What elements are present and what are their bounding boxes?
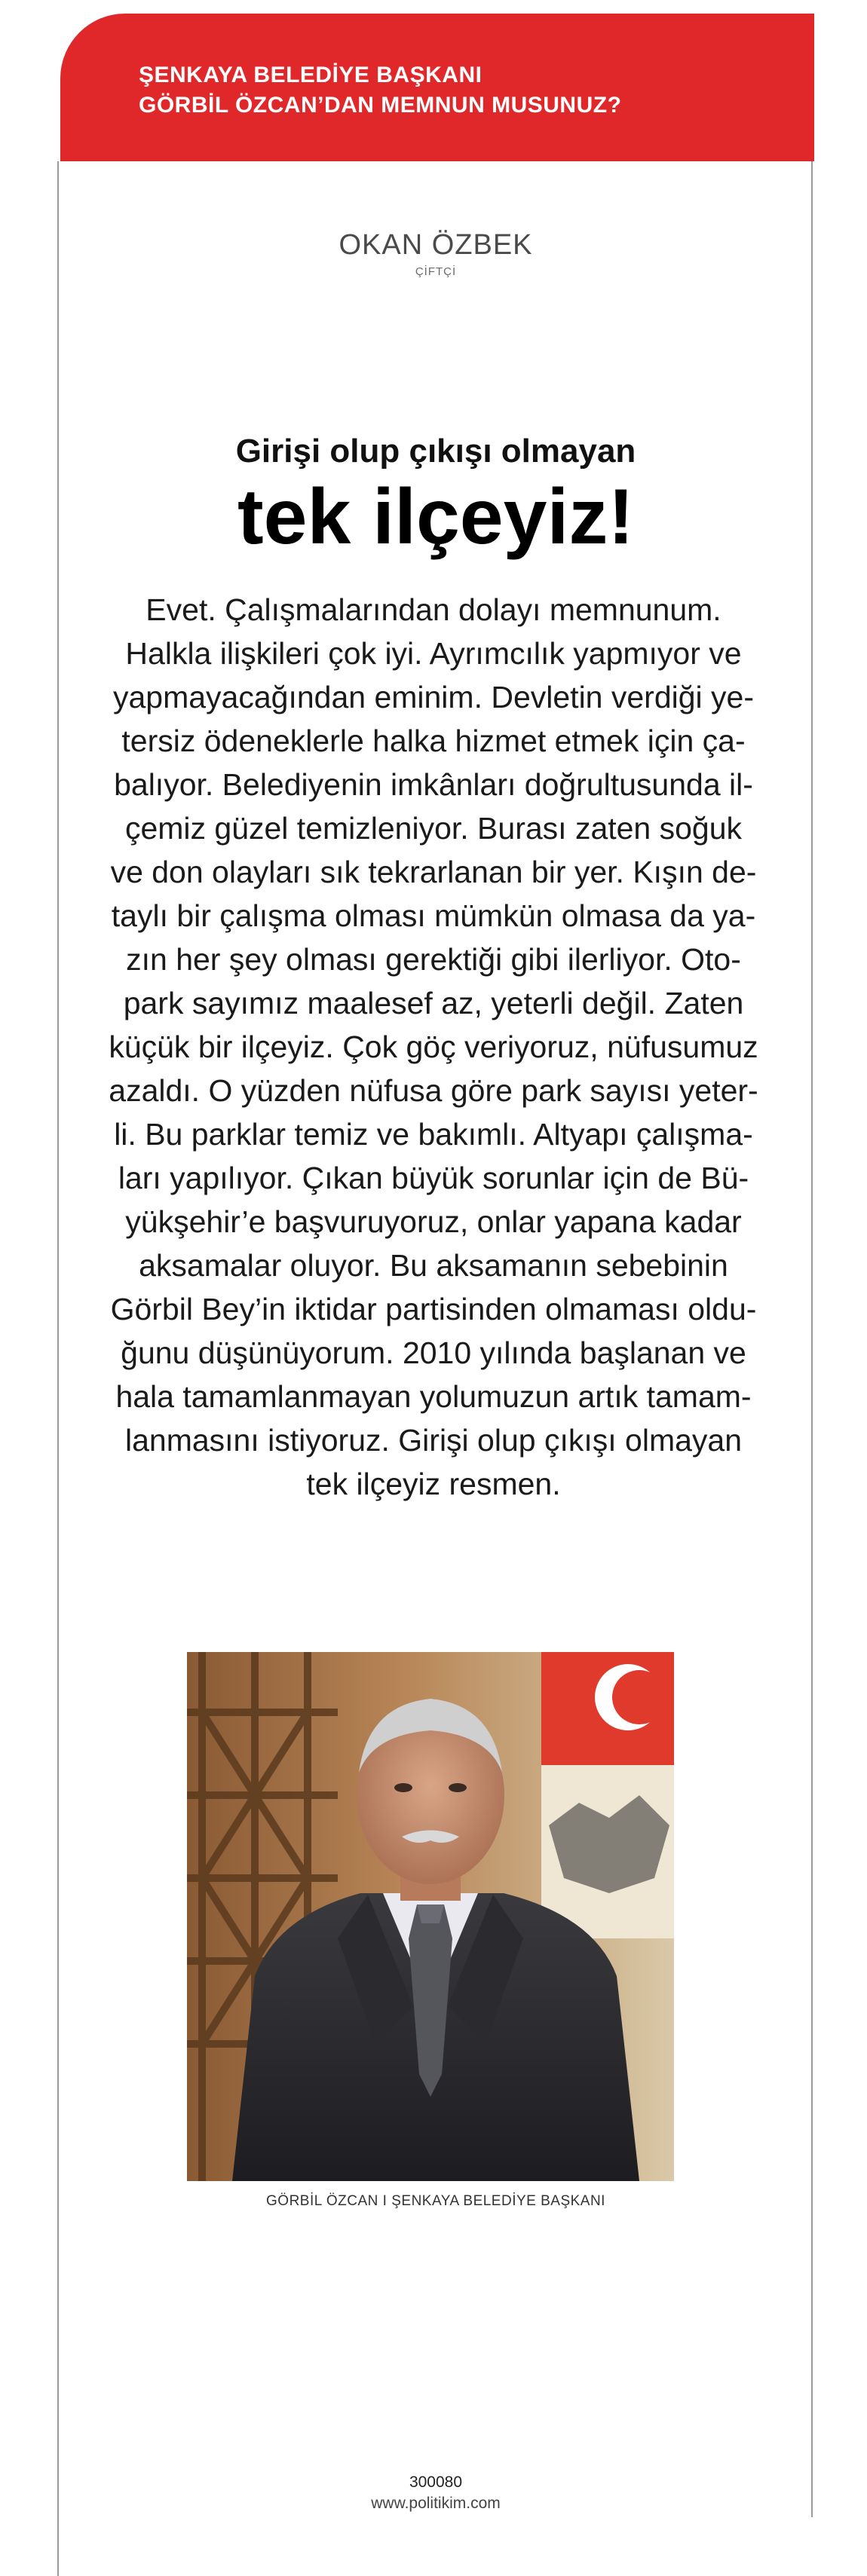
left-margin-rule <box>57 161 59 2576</box>
banner-title-line-2: GÖRBİL ÖZCAN’DAN MEMNUN MUSUNUZ? <box>139 93 622 118</box>
article-body-line: taylı bir çalışma olması mümkün olmasa da ya- <box>111 898 756 933</box>
header-banner <box>60 14 814 161</box>
article-body-line: zın her şey olması gerektiği gibi ilerliyor. Oto- <box>126 942 741 977</box>
article-body-line: ları yapılıyor. Çıkan büyük sorunlar için de Bü- <box>118 1161 749 1195</box>
author-role: ÇİFTÇİ <box>415 265 457 278</box>
article-body-line: balıyor. Belediyenin imkânları doğrultusunda il- <box>114 767 753 802</box>
photo-caption: GÖRBİL ÖZCAN I ŞENKAYA BELEDİYE BAŞKANI <box>266 2193 605 2209</box>
article-body-line: Halkla ilişkileri çok iyi. Ayrımcılık yapmıyor ve <box>125 636 742 671</box>
right-margin-rule <box>811 161 813 2517</box>
article-body-line: hala tamamlanmayan yolumuzun artık tamam- <box>115 1379 752 1414</box>
mayor-photo <box>187 1652 674 2181</box>
article-body-line: li. Bu parklar temiz ve bakımlı. Altyapı çalışma- <box>114 1117 753 1152</box>
author-block <box>60 228 811 278</box>
article-body-line: azaldı. O yüzden nüfusa göre park sayısı yeter- <box>109 1073 758 1108</box>
article-body-line: yükşehir’e başvuruyoruz, onlar yapana kadar <box>125 1204 742 1239</box>
article-body-line: küçük bir ilçeyiz. Çok göç veriyoruz, nüfusumuz <box>109 1029 758 1064</box>
article-headline: tek ilçeyiz! <box>237 473 635 561</box>
site-url[interactable]: www.politikim.com <box>371 2495 501 2512</box>
article-body <box>83 588 784 1506</box>
article-body-line: park sayımız maalesef az, yeterli değil. Zaten <box>123 986 744 1020</box>
page-number: 300080 <box>409 2474 463 2491</box>
article-body-line: tersiz ödeneklerle halka hizmet etmek için ça- <box>121 724 746 758</box>
author-name: OKAN ÖZBEK <box>339 229 533 261</box>
article-kicker: Girişi olup çıkışı olmayan <box>235 433 636 470</box>
article-body-line: Evet. Çalışmalarından dolayı memnunum. <box>146 592 721 627</box>
page-footer <box>60 2472 811 2514</box>
banner-title-line-1: ŞENKAYA BELEDİYE BAŞKANI <box>139 63 483 87</box>
article-body-line: lanmasını istiyoruz. Girişi olup çıkışı olmayan <box>125 1423 742 1458</box>
article-body-line: ve don olayları sık tekrarlanan bir yer. Kışın de- <box>110 855 757 889</box>
article-body-line: ğunu düşünüyorum. 2010 yılında başlanan ve <box>121 1335 746 1370</box>
article-body-line: aksamalar oluyor. Bu aksamanın sebebinin <box>139 1248 728 1283</box>
mayor-portrait-image <box>187 1652 674 2181</box>
article-body-line: yapmayacağından eminim. Devletin verdiği ye- <box>112 680 754 714</box>
article-body-line: çemiz güzel temizleniyor. Burası zaten soğuk <box>124 811 743 846</box>
article-body-line: Görbil Bey’in iktidar partisinden olmaması oldu- <box>110 1292 757 1326</box>
article-body-line: tek ilçeyiz resmen. <box>306 1467 561 1501</box>
